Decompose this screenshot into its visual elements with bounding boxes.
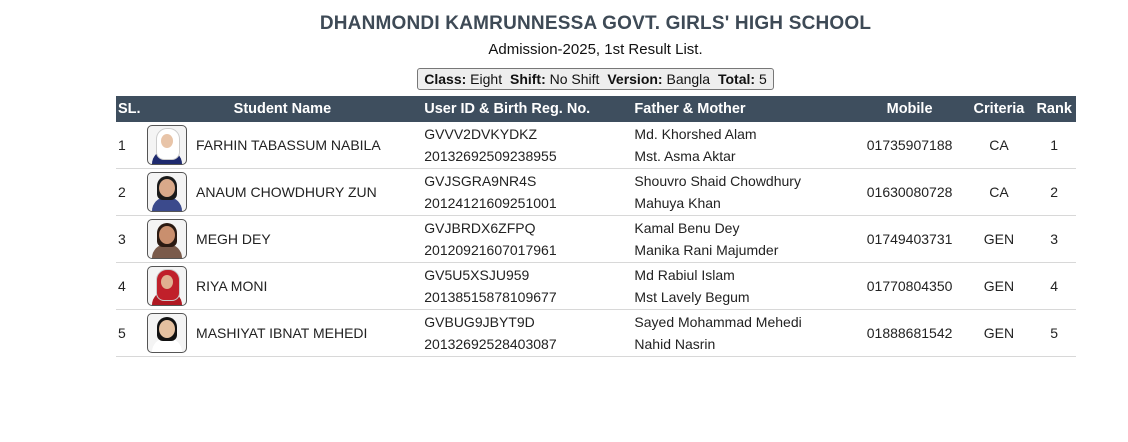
page-header <box>0 10 1128 90</box>
total-value: 5 <box>758 71 767 87</box>
table-row <box>116 310 1076 357</box>
row-criteria: GEN <box>966 310 1033 357</box>
row-user-id: GVJBRDX6ZFPQ <box>424 220 536 236</box>
row-birth-reg: 20132692528403087 <box>424 336 557 352</box>
row-rank: 4 <box>1032 263 1076 310</box>
table-row <box>116 122 1076 169</box>
row-father: Md. Khorshed Alam <box>634 126 757 142</box>
row-photo-cell <box>143 169 194 216</box>
table-row <box>116 169 1076 216</box>
row-mother: Mahuya Khan <box>634 195 721 211</box>
row-criteria: GEN <box>966 263 1033 310</box>
row-user-id: GV5U5XSJU959 <box>424 267 530 283</box>
class-value: Eight <box>470 71 503 87</box>
row-parents-cell <box>632 122 853 169</box>
row-father: Kamal Benu Dey <box>634 220 740 236</box>
student-photo-hijab-icon <box>147 266 187 306</box>
table-row <box>116 263 1076 310</box>
row-birth-reg: 20120921607017961 <box>424 242 557 258</box>
student-photo-icon <box>147 313 187 353</box>
column-header-sl: SL. <box>118 101 141 117</box>
row-birth-reg: 20132692509238955 <box>424 148 557 164</box>
row-user-id: GVBUG9JBYT9D <box>424 314 535 330</box>
row-mobile: 01888681542 <box>854 310 966 357</box>
column-header-rank: Rank <box>1036 101 1072 117</box>
row-user-id-cell <box>422 263 632 310</box>
row-sl: 4 <box>116 263 143 310</box>
row-user-id-cell <box>422 122 632 169</box>
row-criteria: GEN <box>966 216 1033 263</box>
row-father: Md Rabiul Islam <box>634 267 735 283</box>
row-criteria: CA <box>966 122 1033 169</box>
school-name: DHANMONDI KAMRUNNESSA GOVT. GIRLS' HIGH SCHOOL <box>319 13 872 34</box>
row-mother: Manika Rani Majumder <box>634 242 779 258</box>
version-label: Version: <box>607 71 663 87</box>
row-user-id: GVJSGRA9NR4S <box>424 173 537 189</box>
row-student-name: MEGH DEY <box>194 216 422 263</box>
column-header-mobile: Mobile <box>886 101 933 117</box>
column-header-student-name: Student Name <box>233 101 332 117</box>
row-student-name: MASHIYAT IBNAT MEHEDI <box>194 310 422 357</box>
row-mobile: 01735907188 <box>854 122 966 169</box>
row-sl: 1 <box>116 122 143 169</box>
row-parents-cell <box>632 263 853 310</box>
row-user-id-cell <box>422 310 632 357</box>
row-criteria: CA <box>966 169 1033 216</box>
total-label: Total: <box>717 71 756 87</box>
row-student-name: RIYA MONI <box>194 263 422 310</box>
student-photo-hijab-icon <box>147 125 187 165</box>
table-row <box>116 216 1076 263</box>
row-user-id: GVVV2DVKYDKZ <box>424 126 538 142</box>
row-mother: Nahid Nasrin <box>634 336 716 352</box>
version-value: Bangla <box>666 71 711 87</box>
row-parents-cell <box>632 216 853 263</box>
row-user-id-cell <box>422 169 632 216</box>
row-mobile: 01630080728 <box>854 169 966 216</box>
row-photo-cell <box>143 263 194 310</box>
row-mobile: 01770804350 <box>854 263 966 310</box>
shift-value: No Shift <box>549 71 600 87</box>
row-sl: 2 <box>116 169 143 216</box>
column-header-criteria: Criteria <box>973 101 1025 117</box>
admission-info-box <box>417 68 773 90</box>
row-mother: Mst Lavely Begum <box>634 289 750 305</box>
row-photo-cell <box>143 310 194 357</box>
row-rank: 1 <box>1032 122 1076 169</box>
student-photo-icon <box>147 172 187 212</box>
row-father: Sayed Mohammad Mehedi <box>634 314 802 330</box>
row-mother: Mst. Asma Aktar <box>634 148 736 164</box>
result-list-subtitle: Admission-2025, 1st Result List. <box>488 41 703 58</box>
row-parents-cell <box>632 169 853 216</box>
row-mobile: 01749403731 <box>854 216 966 263</box>
shift-label: Shift: <box>509 71 546 87</box>
column-header-user-id: User ID & Birth Reg. No. <box>424 101 591 117</box>
table-header-row <box>116 96 1076 122</box>
row-rank: 2 <box>1032 169 1076 216</box>
row-parents-cell <box>632 310 853 357</box>
student-photo-icon <box>147 219 187 259</box>
result-table-body <box>116 122 1076 357</box>
row-birth-reg: 20138515878109677 <box>424 289 557 305</box>
row-birth-reg: 20124121609251001 <box>424 195 557 211</box>
row-student-name: ANAUM CHOWDHURY ZUN <box>194 169 422 216</box>
row-student-name: FARHIN TABASSUM NABILA <box>194 122 422 169</box>
row-rank: 3 <box>1032 216 1076 263</box>
row-father: Shouvro Shaid Chowdhury <box>634 173 801 189</box>
result-table <box>116 96 1076 357</box>
row-photo-cell <box>143 122 194 169</box>
row-sl: 3 <box>116 216 143 263</box>
class-label: Class: <box>424 71 467 87</box>
column-header-parents: Father & Mother <box>634 101 746 117</box>
row-photo-cell <box>143 216 194 263</box>
row-sl: 5 <box>116 310 143 357</box>
row-user-id-cell <box>422 216 632 263</box>
row-rank: 5 <box>1032 310 1076 357</box>
